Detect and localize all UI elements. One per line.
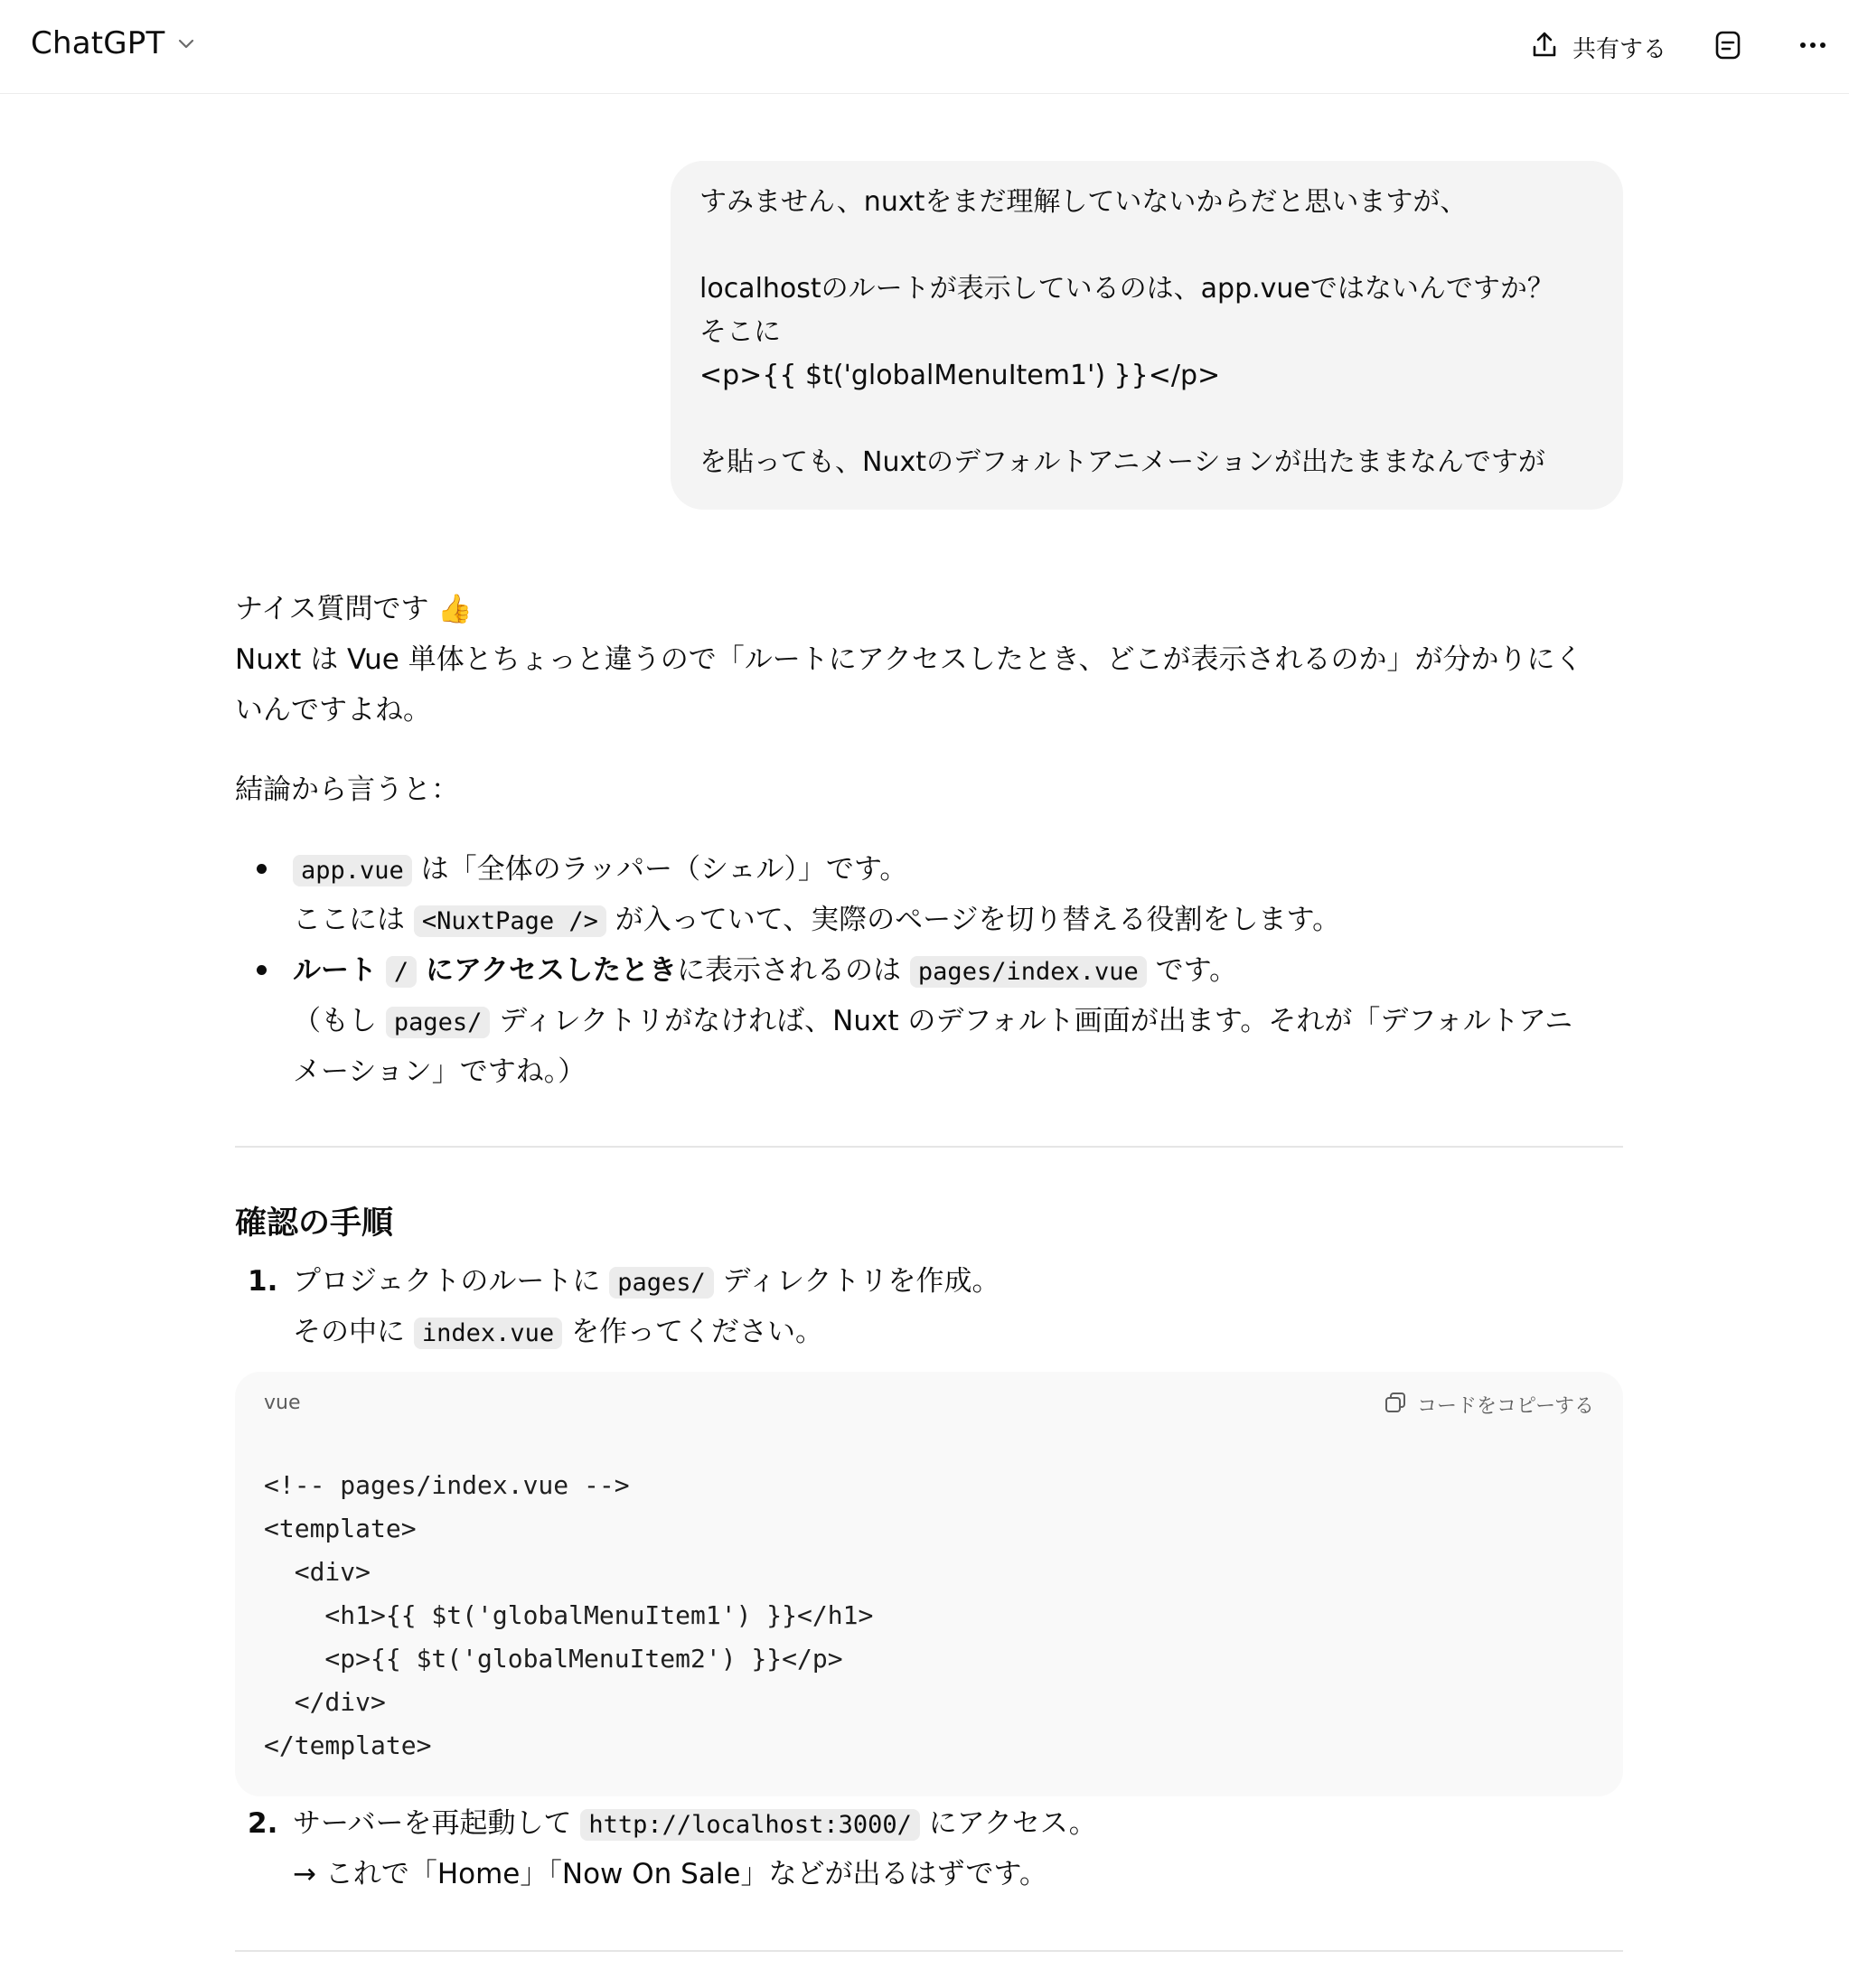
answer-paragraph-line: Nuxt は Vue 単体とちょっと違うので「ルートにアクセスしたとき、どこが表示されるのか」が分かりにく xyxy=(235,643,1583,676)
bullet-dot xyxy=(257,965,267,975)
user-message-line: <p>{{ $t('globalMenuItem1') }}</p> xyxy=(699,360,1221,391)
step-text: その中に xyxy=(293,1316,405,1348)
bullet-item-1-line-2 xyxy=(293,900,1340,942)
user-message-line: を貼っても、Nuxtのデフォルトアニメーションが出たままなんですが xyxy=(699,446,1545,478)
inline-code: pages/ xyxy=(609,1267,714,1299)
bullet-text: です。 xyxy=(1155,954,1238,987)
answer-conclusion: 結論から言うと： xyxy=(235,774,459,806)
step-text: サーバーを再起動して xyxy=(293,1807,572,1840)
code-line: <h1>{{ $t('globalMenuItem1') }}</h1> xyxy=(264,1600,874,1630)
bullet-dot xyxy=(257,864,267,874)
step-2-line-2: → これで「Home」「Now On Sale」などが出るはずです。 xyxy=(293,1858,1047,1890)
user-message-line: localhostのルートが表示しているのは、app.vueではないんですか？ xyxy=(699,273,1554,305)
divider xyxy=(235,1950,1623,1952)
step-number: 2. xyxy=(248,1807,278,1840)
more-options-button[interactable] xyxy=(1793,27,1833,67)
more-horizontal-icon xyxy=(1797,30,1828,64)
copy-icon xyxy=(1383,1390,1408,1419)
inline-code: app.vue xyxy=(293,855,412,886)
step-1-line-2 xyxy=(293,1312,823,1354)
divider xyxy=(235,1146,1623,1148)
section-heading: 確認の手順 xyxy=(235,1205,394,1242)
share-icon xyxy=(1529,30,1560,64)
code-line: <template> xyxy=(264,1514,417,1543)
copy-code-button[interactable] xyxy=(1383,1390,1594,1419)
model-switcher[interactable] xyxy=(31,25,197,61)
model-name: ChatGPT xyxy=(31,25,165,61)
step-text: を作ってください。 xyxy=(571,1316,824,1348)
inline-code: pages/index.vue xyxy=(910,956,1147,988)
bullet-text: ここには xyxy=(293,904,405,936)
chevron-down-icon xyxy=(175,33,197,54)
bullet-text: に表示されるのは xyxy=(677,954,902,987)
user-message-bubble xyxy=(671,161,1623,510)
top-bar xyxy=(0,0,1849,94)
user-message-line: そこに xyxy=(699,316,781,348)
step-1-line-1 xyxy=(293,1261,1000,1303)
code-line: </template> xyxy=(264,1730,432,1760)
bullet-text: ディレクトリがなければ、Nuxt のデフォルト画面が出ます。それが「デフォルトアニ xyxy=(499,1005,1573,1037)
inline-code: index.vue xyxy=(414,1318,562,1349)
bullet-item-2-line-3: メーション」ですね。） xyxy=(293,1055,587,1088)
share-button[interactable] xyxy=(1529,27,1666,67)
code-block xyxy=(235,1372,1623,1796)
step-text: にアクセス。 xyxy=(928,1807,1097,1840)
bullet-text: が入っていて、実際のページを切り替える役割をします。 xyxy=(615,904,1341,936)
code-line: </div> xyxy=(264,1687,386,1717)
bullet-item-1 xyxy=(293,849,907,891)
bullet-item-2 xyxy=(293,951,1237,992)
step-text: ディレクトリを作成。 xyxy=(722,1265,1000,1298)
notes-icon xyxy=(1713,30,1743,64)
user-message-line: すみません、nuxtをまだ理解していないからだと思いますが、 xyxy=(699,186,1468,218)
code-line: <div> xyxy=(264,1557,371,1587)
code-language-label: vue xyxy=(264,1392,301,1414)
inline-code: / xyxy=(386,956,417,988)
step-2-line-1 xyxy=(293,1804,1097,1845)
answer-intro: ナイス質問です 👍 xyxy=(235,593,473,625)
code-line: <!-- pages/index.vue --> xyxy=(264,1470,630,1500)
bold-text: にアクセスしたとき xyxy=(425,954,678,987)
inline-code: http://localhost:3000/ xyxy=(580,1809,920,1841)
answer-paragraph-line: いんですよね。 xyxy=(235,694,431,727)
copy-code-label: コードをコピーする xyxy=(1416,1394,1594,1418)
share-label: 共有する xyxy=(1572,35,1667,63)
bullet-text: （もし xyxy=(293,1005,377,1037)
inline-code: pages/ xyxy=(386,1007,491,1038)
notes-button[interactable] xyxy=(1708,27,1748,67)
code-line: <p>{{ $t('globalMenuItem2') }}</p> xyxy=(264,1644,843,1674)
bullet-item-2-line-2 xyxy=(293,1001,1572,1043)
inline-code: <NuxtPage /> xyxy=(414,905,606,937)
step-text: プロジェクトのルートに xyxy=(293,1265,601,1298)
bold-text: ルート xyxy=(293,954,377,987)
step-number: 1. xyxy=(248,1265,278,1298)
bullet-text: は「全体のラッパー（シェル）」です。 xyxy=(420,853,908,886)
